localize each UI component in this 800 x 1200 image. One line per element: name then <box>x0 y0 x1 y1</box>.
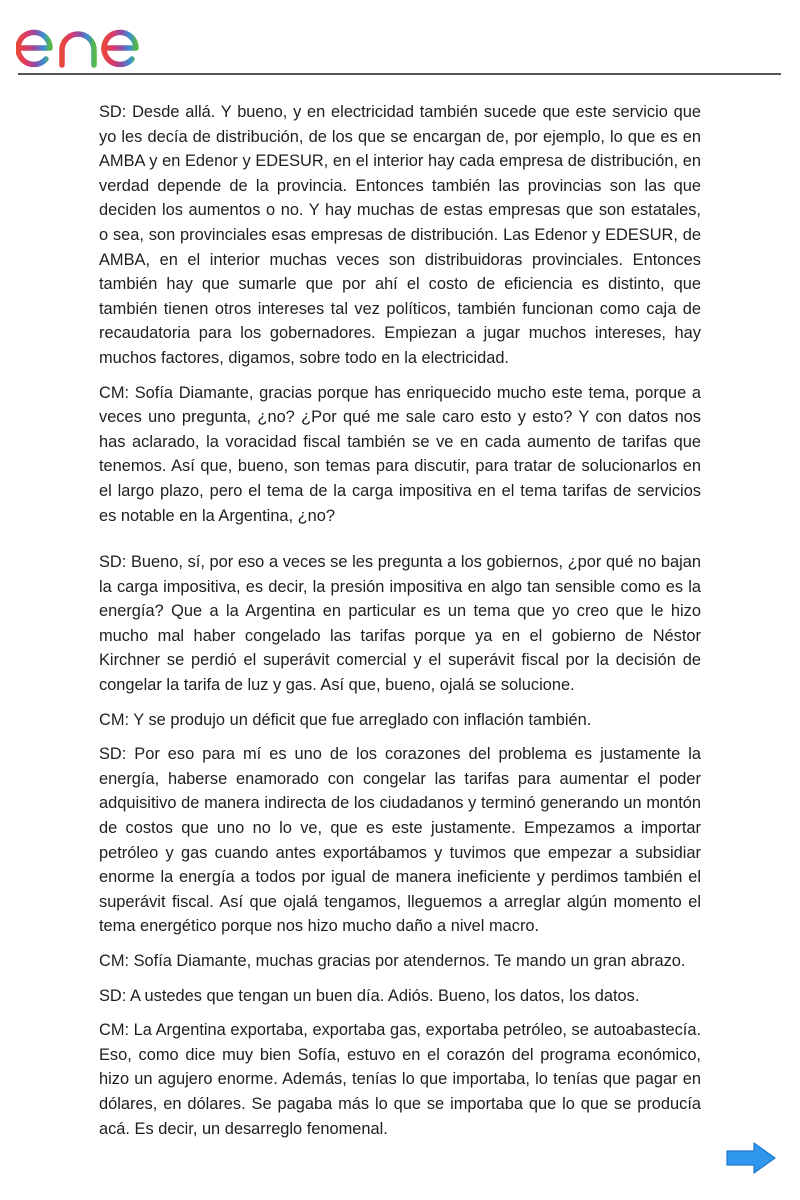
paragraph: CM: Sofía Diamante, muchas gracias por atendernos. Te mando un gran abrazo. <box>99 952 686 970</box>
paragraph: SD: A ustedes que tengan un buen día. Adiós. Bueno, los datos, los datos. <box>99 986 640 1005</box>
next-page-button[interactable] <box>724 1140 778 1176</box>
paragraph: SD: Bueno, sí, por eso a veces se les pregunta a los gobiernos, ¿por qué no bajan la carga impositiva, es decir, la presión impositiva en algo tan sensible como es la energía? Que a la Argentina en particular es un tema que yo creo que le hizo mucho mal haber congelado las tarifas porque ya en el gobierno de Néstor Kirchner se perdió el superávit comercial y el superávit fiscal por la decisión de congelar la tarifa de luz y gas. Así que, bueno, ojalá se solucione. <box>99 553 701 695</box>
page-header <box>0 0 800 76</box>
enel-logo <box>16 8 182 70</box>
header-divider <box>18 73 781 75</box>
transcript-body <box>99 100 701 1151</box>
paragraph: SD: Desde allá. Y bueno, y en electricidad también sucede que este servicio que yo les decía de distribución, de los que se encargan de, por ejemplo, lo que es en AMBA y en Edenor y EDESUR, en el interior hay cada empresa de distribución, en verdad depende de la provincia. Entonces también las provincias son las que deciden los aumentos o no. Y hay muchas de estas empresas que son estatales, o sea, son provinciales esas empresas de distribución. Las Edenor y EDESUR, de AMBA, en el interior muchas veces son distribuidoras provinciales. Entonces también hay que sumarle que por ahí el costo de eficiencia es distinto, que también tienen otros intereses tal vez políticos, también funcionan como caja de recaudatoria para los gobernadores. Empiezan a jugar muchos intereses, hay muchos factores, digamos, sobre todo en la electricidad. <box>99 103 701 367</box>
paragraph: CM: Sofía Diamante, gracias porque has enriquecido mucho este tema, porque a veces uno pregunta, ¿no? ¿Por qué me sale caro esto y esto? Y con datos nos has aclarado, la voracidad fiscal también se ve en cada aumento de tarifas que tenemos. Así que, bueno, son temas para discutir, para tratar de solucionarlos en el largo plazo, pero el tema de la carga impositiva en el tema tarifas de servicios es notable en la Argentina, ¿no? <box>99 383 701 525</box>
paragraph: SD: Por eso para mí es uno de los corazones del problema es justamente la energía, haberse enamorado con congelar las tarifas para aumentar el poder adquisitivo de manera indirecta de los ciudadanos y terminó generando un montón de costos que uno no lo ve, que es este justamente. Empezamos a importar petróleo y gas cuando antes exportábamos y tuvimos que empezar a subsidiar enorme la energía a todos por igual de manera ineficiente y perdimos también el superávit fiscal. Así que ojalá tengamos, lleguemos a arreglar algún momento el tema energético porque nos hizo mucho daño a nivel macro. <box>99 745 701 936</box>
paragraph: CM: La Argentina exportaba, exportaba gas, exportaba petróleo, se autoabastecía. Eso, como dice muy bien Sofía, estuvo en el corazón del programa económico, hizo un agujero enorme. Además, tenías lo que importaba, lo tenías que pagar en dólares, en dólares. Se pagaba más lo que se importaba que lo que se producía acá. Es decir, un desarreglo fenomenal. <box>99 1021 701 1138</box>
arrow-right-icon <box>727 1143 775 1173</box>
paragraph: CM: Y se produjo un déficit que fue arreglado con inflación también. <box>99 710 592 729</box>
